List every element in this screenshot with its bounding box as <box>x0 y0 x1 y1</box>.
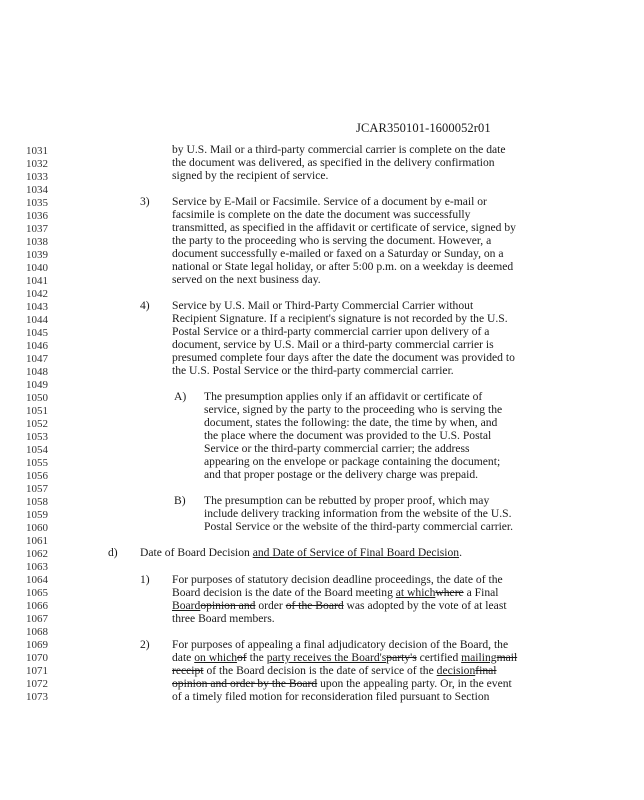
inserted-text: party receives the Board's <box>266 651 387 664</box>
text-line: Recipient Signature. If a recipient's signature is not recorded by the U.S. <box>172 312 508 325</box>
text-line: served on the next business day. <box>172 273 321 286</box>
list-marker: d) <box>108 546 118 559</box>
line-number: 1039 <box>26 249 48 261</box>
text-line: document, states the following: the date, the time by when, and <box>204 416 498 429</box>
inserted-text: and Date of Service of Final Board Decision <box>252 546 460 559</box>
text-plain: Board decision is the date of the Board meeting <box>172 586 396 599</box>
inserted-text: at which <box>395 586 436 599</box>
line-number: 1040 <box>26 262 48 274</box>
text-line: For purposes of statutory decision deadline proceedings, the date of the <box>172 573 503 586</box>
list-marker: A) <box>174 390 187 403</box>
line-number: 1063 <box>26 561 48 573</box>
line-number: 1057 <box>26 483 48 495</box>
text-line: Service by E-Mail or Facsimile. Service of a document by e-mail or <box>172 195 487 208</box>
text-line: three Board members. <box>172 612 275 625</box>
text-line: national or State legal holiday, or after 5:00 p.m. on a weekday is deemed <box>172 260 514 273</box>
line-number: 1047 <box>26 353 48 365</box>
text-line: signed by the recipient of service. <box>172 169 329 182</box>
line-number: 1053 <box>26 431 48 443</box>
list-marker: 1) <box>140 573 150 586</box>
line-number: 1060 <box>26 522 48 534</box>
text-line: the document was delivered, as specified in the delivery confirmation <box>172 156 495 169</box>
text-line: Service by U.S. Mail or Third-Party Commercial Carrier without <box>172 299 474 312</box>
deleted-text: opinion and <box>200 599 256 612</box>
list-marker: 4) <box>140 299 150 312</box>
line-number: 1041 <box>26 275 48 287</box>
line-number: 1038 <box>26 236 48 248</box>
line-number: 1031 <box>26 145 48 157</box>
text-line: include delivery tracking information from the website of the U.S. <box>204 507 512 520</box>
document-id: JCAR350101-1600052r01 <box>356 121 491 135</box>
text-line: the U.S. Postal Service or the third-party commercial carrier. <box>172 364 454 377</box>
text-line: The presumption can be rebutted by proper proof, which may <box>204 494 490 507</box>
inserted-text: mailing <box>461 651 497 664</box>
text-line: The presumption applies only if an affidavit or certificate of <box>204 390 483 403</box>
text-line: appearing on the envelope or package containing the document; <box>204 455 501 468</box>
deleted-text: of the Board <box>285 599 344 612</box>
line-number: 1044 <box>26 314 48 326</box>
deleted-text: of <box>237 651 247 664</box>
text-line <box>172 677 512 691</box>
line-number: 1051 <box>26 405 48 417</box>
line-number: 1043 <box>26 301 48 313</box>
text-line: For purposes of appealing a final adjudicatory decision of the Board, the <box>172 638 509 651</box>
line-number: 1061 <box>26 535 48 547</box>
line-number: 1049 <box>26 379 48 391</box>
list-marker: B) <box>174 494 186 507</box>
text-plain: . <box>459 546 462 559</box>
deleted-text: final <box>475 664 497 677</box>
text-line <box>172 599 507 613</box>
text-line: of a timely filed motion for reconsideration filed pursuant to Section <box>172 690 490 703</box>
line-number: 1034 <box>26 184 48 196</box>
inserted-text: Board <box>172 599 201 612</box>
inserted-text: decision <box>436 664 476 677</box>
text-line: the place where the document was provided to the U.S. Postal <box>204 429 492 442</box>
line-number: 1046 <box>26 340 48 352</box>
line-number: 1045 <box>26 327 48 339</box>
deleted-text: receipt <box>172 664 204 677</box>
text-line: document, service by U.S. Mail or a third-party commercial carrier is <box>172 338 494 351</box>
line-number: 1072 <box>26 678 48 690</box>
line-number: 1037 <box>26 223 48 235</box>
text-line: and that proper postage or the delivery charge was prepaid. <box>204 468 479 481</box>
line-number: 1054 <box>26 444 48 456</box>
line-number: 1069 <box>26 639 48 651</box>
text-line <box>172 586 498 600</box>
line-number: 1032 <box>26 158 48 170</box>
line-number: 1050 <box>26 392 48 404</box>
line-number: 1071 <box>26 665 48 677</box>
text-plain: a Final <box>463 586 499 599</box>
text-plain: was adopted by the vote of at least <box>343 599 507 612</box>
text-line: the party to the proceeding who is serving the document. However, a <box>172 234 492 247</box>
list-marker: 2) <box>140 638 150 651</box>
text-line: transmitted, as specified in the affidavit or certificate of service, signed by <box>172 221 516 234</box>
line-number: 1066 <box>26 600 48 612</box>
text-plain: order <box>255 599 286 612</box>
line-number: 1035 <box>26 197 48 209</box>
list-marker: 3) <box>140 195 150 208</box>
line-number: 1065 <box>26 587 48 599</box>
deleted-text: opinion and order by the Board <box>172 677 318 690</box>
text-plain: of the Board decision is the date of service of the <box>203 664 437 677</box>
line-number: 1052 <box>26 418 48 430</box>
line-number: 1062 <box>26 548 48 560</box>
text-plain: date <box>172 651 195 664</box>
deleted-text: party's <box>386 651 417 664</box>
line-number: 1042 <box>26 288 48 300</box>
text-plain: Date of Board Decision <box>140 546 253 559</box>
text-line: by U.S. Mail or a third-party commercial carrier is complete on the date <box>172 143 506 156</box>
deleted-text: mail <box>496 651 518 664</box>
text-line: Service or the third-party commercial carrier; the address <box>204 442 470 455</box>
line-number: 1048 <box>26 366 48 378</box>
text-line: Postal Service or a third-party commercial carrier upon delivery of a <box>172 325 490 338</box>
line-number: 1068 <box>26 626 48 638</box>
text-line: service, signed by the party to the proceeding who is serving the <box>204 403 503 416</box>
text-line: presumed complete four days after the date the document was provided to <box>172 351 515 364</box>
deleted-text: where <box>435 586 464 599</box>
text-line: Postal Service or the website of the third-party commercial carrier. <box>204 520 514 533</box>
text-line: facsimile is complete on the date the document was successfully <box>172 208 471 221</box>
line-number: 1070 <box>26 652 48 664</box>
text-plain: upon the appealing party. Or, in the event <box>317 677 512 690</box>
line-number: 1064 <box>26 574 48 586</box>
line-number: 1067 <box>26 613 48 625</box>
line-number: 1033 <box>26 171 48 183</box>
line-number: 1058 <box>26 496 48 508</box>
line-number: 1073 <box>26 691 48 703</box>
text-line <box>172 664 497 678</box>
line-number: 1055 <box>26 457 48 469</box>
heading-line <box>140 546 462 560</box>
line-number: 1056 <box>26 470 48 482</box>
text-plain: certified <box>416 651 462 664</box>
line-number: 1059 <box>26 509 48 521</box>
text-line: document successfully e-mailed or faxed on a Saturday or Sunday, on a <box>172 247 504 260</box>
inserted-text: on which <box>194 651 238 664</box>
line-number: 1036 <box>26 210 48 222</box>
text-line <box>172 651 517 665</box>
text-plain: the <box>246 651 267 664</box>
